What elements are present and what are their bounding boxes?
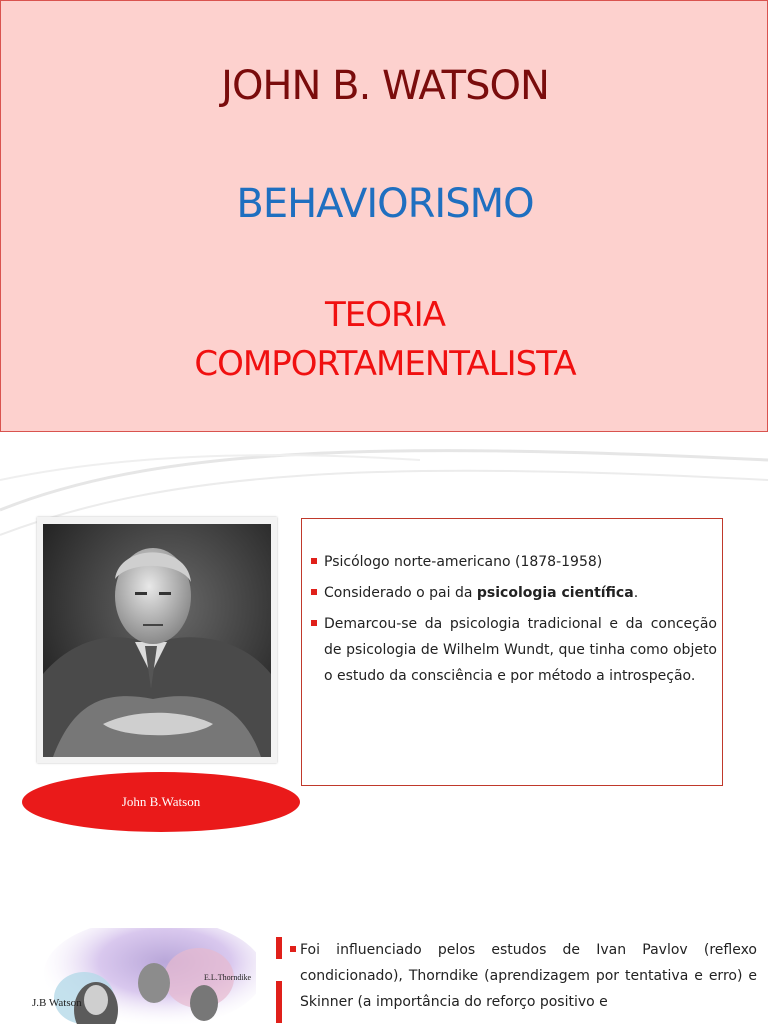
collage-label-thorndike: E.L.Thorndike [204,973,252,982]
bullet-text: Demarcou-se da psicologia tradicional e da conceção de psicologia de Wilhelm Wundt, que tinha como objeto o estudo da consciência e por método a introspeção. [324,616,717,684]
title-slide [0,0,768,432]
bio-textbox [301,518,723,786]
collage-label-watson: J.B Watson [32,997,82,1009]
bullet-square-icon [311,558,317,564]
bullet-text: Psicólogo norte-americano (1878-1958) [324,554,603,570]
influences-collage [24,928,256,1024]
bullet-item [311,611,717,689]
bullet-text: Foi influenciado pelos estudos de Ivan Pavlov (reflexo condicionado), Thorndike (aprendizagem por tentativa e erro) e Skinner (a importância do reforço positivo e [300,942,757,1010]
watson-portrait [43,524,271,757]
influences-slide [0,880,768,1024]
watson-portrait-frame [37,517,277,763]
portrait-caption: John B.Watson [22,772,300,832]
bio-bullet-list [311,549,717,694]
influences-textbox [276,933,757,1024]
bullet-text-before: Considerado o pai da [324,585,477,601]
biography-slide [0,440,768,872]
theory-heading-line2: COMPORTAMENTALISTA [194,344,576,384]
influences-bullet [290,937,757,1015]
bullet-square-icon [311,620,317,626]
bullet-item [311,580,717,606]
slide-subtitle: BEHAVIORISMO [236,181,534,227]
bullet-square-icon [290,946,296,952]
bullet-text-bold: psicologia científica [476,585,634,601]
red-accent-bar [276,933,284,1024]
theory-heading-line1: TEORIA [325,295,445,335]
slide-title: JOHN B. WATSON [221,63,549,109]
bullet-text-after: . [633,585,639,601]
bullet-item [311,549,717,575]
bullet-square-icon [311,589,317,595]
